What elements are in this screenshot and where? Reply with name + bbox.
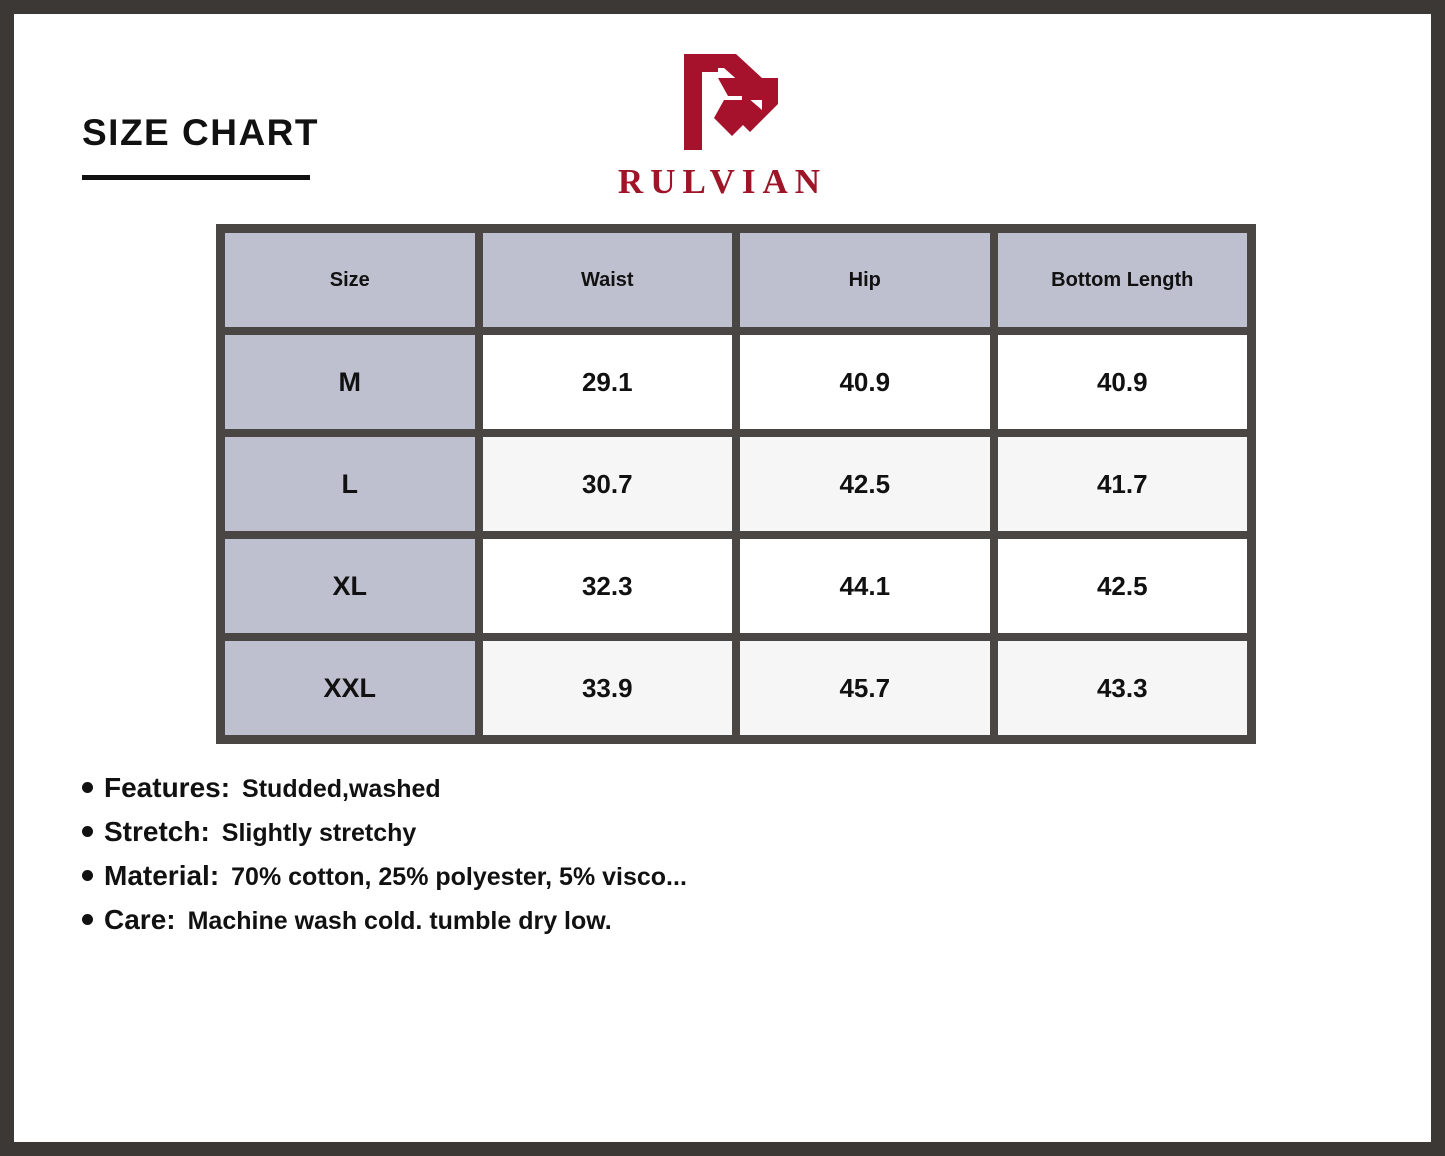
column-header-bottom-length: Bottom Length [994, 229, 1252, 331]
cell-size: L [221, 433, 479, 535]
column-header-hip: Hip [736, 229, 994, 331]
page-inner [14, 14, 1431, 1142]
detail-value: 70% cotton, 25% polyester, 5% visco... [231, 863, 687, 891]
cell-bottom-length: 40.9 [994, 331, 1252, 433]
brand-name: RULVIAN [617, 162, 828, 201]
cell-bottom-length: 43.3 [994, 637, 1252, 739]
table-row [221, 637, 1251, 739]
cell-waist: 29.1 [479, 331, 737, 433]
table-row [221, 535, 1251, 637]
size-table [216, 224, 1256, 744]
detail-value: Machine wash cold. tumble dry low. [187, 907, 612, 935]
brand-logo-icon [662, 48, 784, 156]
list-item [82, 816, 1375, 848]
table-row [221, 331, 1251, 433]
list-item [82, 860, 1375, 892]
cell-waist: 30.7 [479, 433, 737, 535]
detail-label: Care: [104, 904, 176, 935]
bullet-icon [82, 826, 93, 837]
detail-label: Material: [104, 860, 220, 891]
detail-value: Slightly stretchy [221, 819, 417, 847]
detail-value: Studded,washed [242, 775, 441, 803]
detail-label: Features: [104, 772, 231, 803]
page-title: SIZE CHART [82, 112, 319, 153]
bullet-icon [82, 870, 93, 881]
column-header-waist: Waist [479, 229, 737, 331]
detail-label: Stretch: [104, 816, 210, 847]
cell-bottom-length: 41.7 [994, 433, 1252, 535]
cell-hip: 42.5 [736, 433, 994, 535]
table-row [221, 433, 1251, 535]
cell-waist: 33.9 [479, 637, 737, 739]
brand-lockup [70, 48, 1375, 202]
cell-size: XXL [221, 637, 479, 739]
cell-hip: 40.9 [736, 331, 994, 433]
cell-hip: 44.1 [736, 535, 994, 637]
list-item [82, 772, 1375, 804]
cell-waist: 32.3 [479, 535, 737, 637]
list-item [82, 904, 1375, 936]
product-details-list [82, 772, 1375, 936]
cell-hip: 45.7 [736, 637, 994, 739]
cell-size: M [221, 331, 479, 433]
cell-bottom-length: 42.5 [994, 535, 1252, 637]
cell-size: XL [221, 535, 479, 637]
table-header-row [221, 229, 1251, 331]
header [70, 14, 1375, 214]
bullet-icon [82, 914, 93, 925]
bullet-icon [82, 782, 93, 793]
column-header-size: Size [221, 229, 479, 331]
size-table-container [216, 224, 1256, 744]
